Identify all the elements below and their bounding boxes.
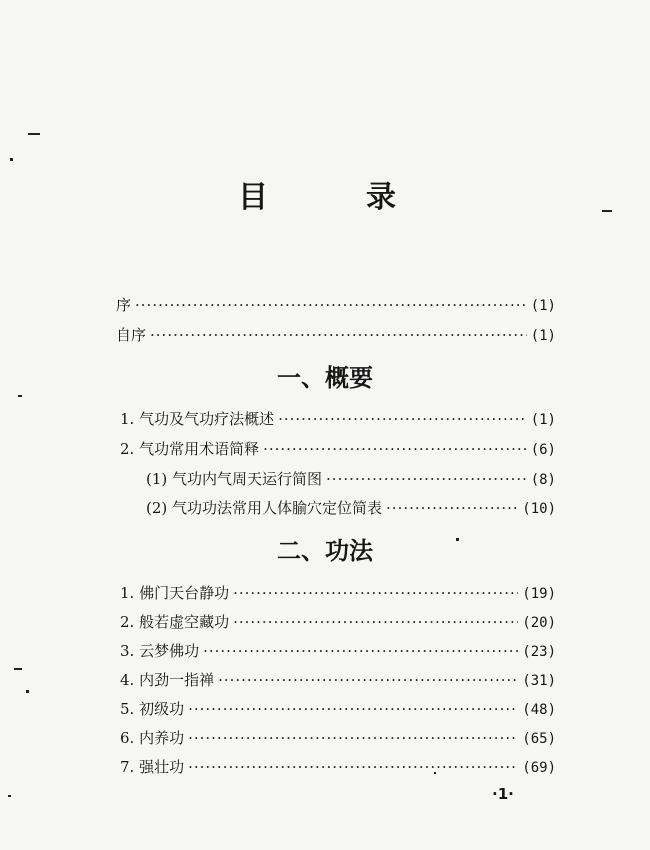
scan-mark — [602, 210, 612, 212]
scan-mark — [14, 668, 22, 670]
toc-entry-label: 2. 气功常用术语简释 — [120, 440, 260, 458]
toc-entry[interactable] — [120, 438, 556, 460]
leader-dots — [188, 727, 518, 749]
section-heading-methods: 二、功法 — [277, 537, 373, 565]
leader-dots — [218, 669, 518, 691]
toc-entry-label: 5. 初级功 — [120, 700, 185, 718]
toc-entry-preface[interactable] — [116, 294, 556, 316]
toc-entry-label: 1. 佛门天台静功 — [120, 584, 230, 602]
toc-entry-page: (1) — [530, 412, 556, 428]
title-char-2: 录 — [366, 180, 396, 215]
leader-dots — [150, 324, 527, 346]
toc-entry-page: (31) — [522, 673, 556, 689]
leader-dots — [386, 497, 518, 519]
toc-entry-page: (23) — [522, 644, 556, 660]
toc-entry[interactable] — [120, 698, 556, 720]
page-number: ·1· — [492, 785, 514, 803]
toc-entry-page: (20) — [522, 615, 556, 631]
toc-entry-page: (1) — [530, 298, 556, 314]
title-char-1: 目 — [238, 180, 268, 215]
scan-mark — [434, 772, 436, 774]
leader-dots — [188, 756, 518, 778]
toc-entry[interactable] — [120, 640, 556, 662]
scan-mark — [10, 158, 13, 161]
toc-entry-page: (10) — [522, 501, 556, 517]
toc-entry-page: (1) — [530, 328, 556, 344]
toc-entry-label: 1. 气功及气功疗法概述 — [120, 410, 275, 428]
leader-dots — [135, 294, 527, 316]
toc-entry-label: 2. 般若虚空藏功 — [120, 613, 230, 631]
toc-entry-page: (8) — [530, 472, 556, 488]
leader-dots — [263, 438, 527, 460]
toc-entry[interactable] — [120, 582, 556, 604]
leader-dots — [326, 468, 527, 490]
section-heading-overview: 一、概要 — [277, 364, 373, 392]
leader-dots — [203, 640, 518, 662]
scan-mark — [18, 395, 22, 397]
leader-dots — [233, 611, 518, 633]
leader-dots — [188, 698, 518, 720]
toc-entry[interactable] — [120, 669, 556, 691]
toc-entry-label: 6. 内养功 — [120, 729, 185, 747]
toc-entry-label: 自序 — [116, 326, 147, 344]
toc-entry-label: 序 — [116, 296, 132, 314]
toc-entry-page: (6) — [530, 442, 556, 458]
leader-dots — [233, 582, 518, 604]
toc-entry-label: 4. 内劲一指禅 — [120, 671, 215, 689]
scan-mark — [456, 538, 459, 541]
toc-entry-page: (65) — [522, 731, 556, 747]
toc-entry[interactable] — [146, 497, 556, 519]
toc-entry-author-preface[interactable] — [116, 324, 556, 346]
toc-entry-label: (2) 气功功法常用人体腧穴定位简表 — [146, 499, 383, 517]
toc-entry-page: (19) — [522, 586, 556, 602]
toc-entry-label: (1) 气功内气周天运行简图 — [146, 470, 323, 488]
toc-entry[interactable] — [120, 756, 556, 778]
toc-entry-label: 3. 云梦佛功 — [120, 642, 200, 660]
scan-mark — [8, 795, 11, 797]
leader-dots — [278, 408, 527, 430]
toc-entry-label: 7. 强壮功 — [120, 758, 185, 776]
toc-entry[interactable] — [120, 727, 556, 749]
toc-entry[interactable] — [120, 408, 556, 430]
toc-entry-page: (48) — [522, 702, 556, 718]
toc-entry[interactable] — [120, 611, 556, 633]
scan-mark — [28, 133, 40, 135]
toc-entry-page: (69) — [522, 760, 556, 776]
toc-entry[interactable] — [146, 468, 556, 490]
page-title — [0, 178, 650, 218]
scan-mark — [26, 690, 29, 693]
